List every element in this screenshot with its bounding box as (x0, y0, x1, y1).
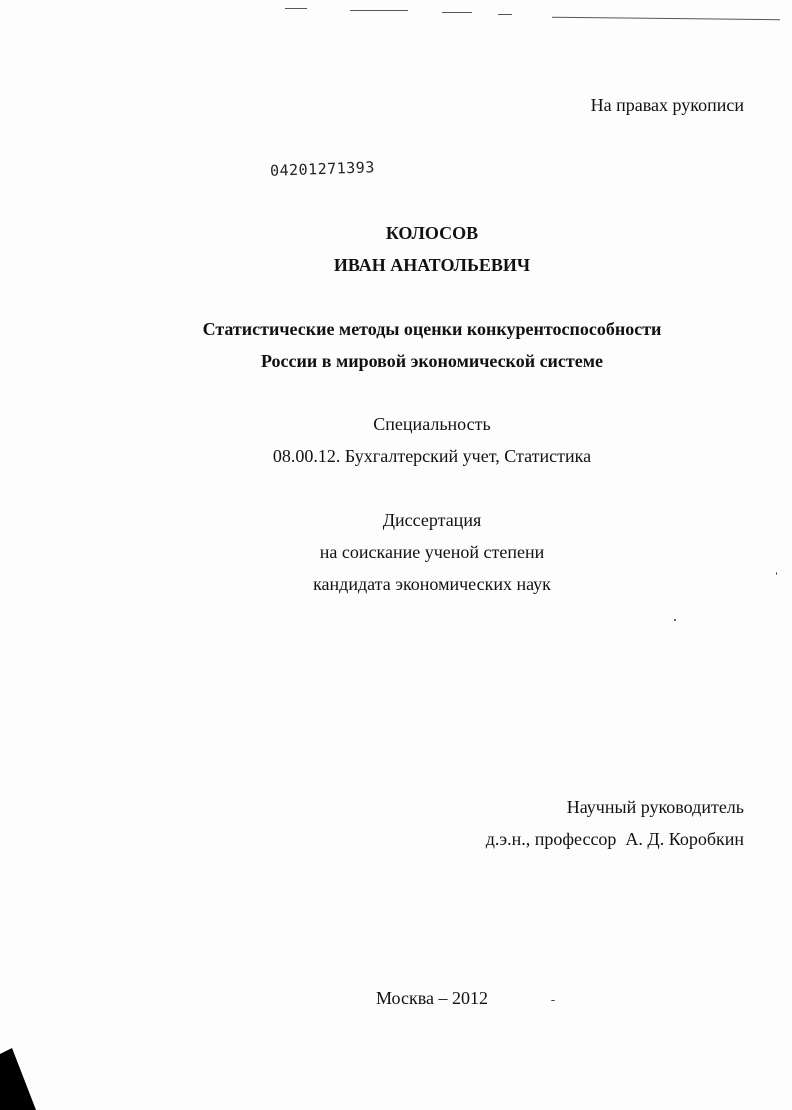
scan-speck (674, 619, 676, 621)
scan-artifact-line (285, 8, 307, 9)
scan-speck (776, 572, 777, 575)
dissertation-label: Диссертация (382, 510, 482, 530)
scan-speck (551, 1000, 555, 1001)
specialty-code-name: 08.00.12. Бухгалтерский учет, Статистика (272, 446, 592, 466)
thesis-title-line-1: Статистические методы оценки конкурентоспособности (202, 319, 662, 339)
archive-stamp-number: 04201271393 (269, 158, 376, 180)
author-given-names: ИВАН АНАТОЛЬЕВИЧ (333, 255, 531, 275)
scan-artifact-line (552, 17, 780, 20)
scan-artifact-line (442, 12, 472, 13)
author-surname: КОЛОСОВ (385, 223, 479, 243)
scan-artifact-line (350, 10, 408, 11)
city-year: Москва – 2012 (376, 988, 488, 1008)
scan-artifact-line (498, 14, 512, 15)
dissertation-degree-line: на соискание ученой степени (319, 542, 545, 562)
dissertation-field-line: кандидата экономических наук (313, 574, 551, 594)
supervisor-label: Научный руководитель (566, 797, 744, 817)
specialty-label: Специальность (373, 414, 491, 434)
binding-mark-shape (0, 1048, 36, 1110)
supervisor-name: д.э.н., профессор А. Д. Коробкин (485, 829, 744, 849)
manuscript-note: На правах рукописи (590, 95, 744, 115)
thesis-title-line-2: России в мировой экономической системе (260, 351, 603, 371)
